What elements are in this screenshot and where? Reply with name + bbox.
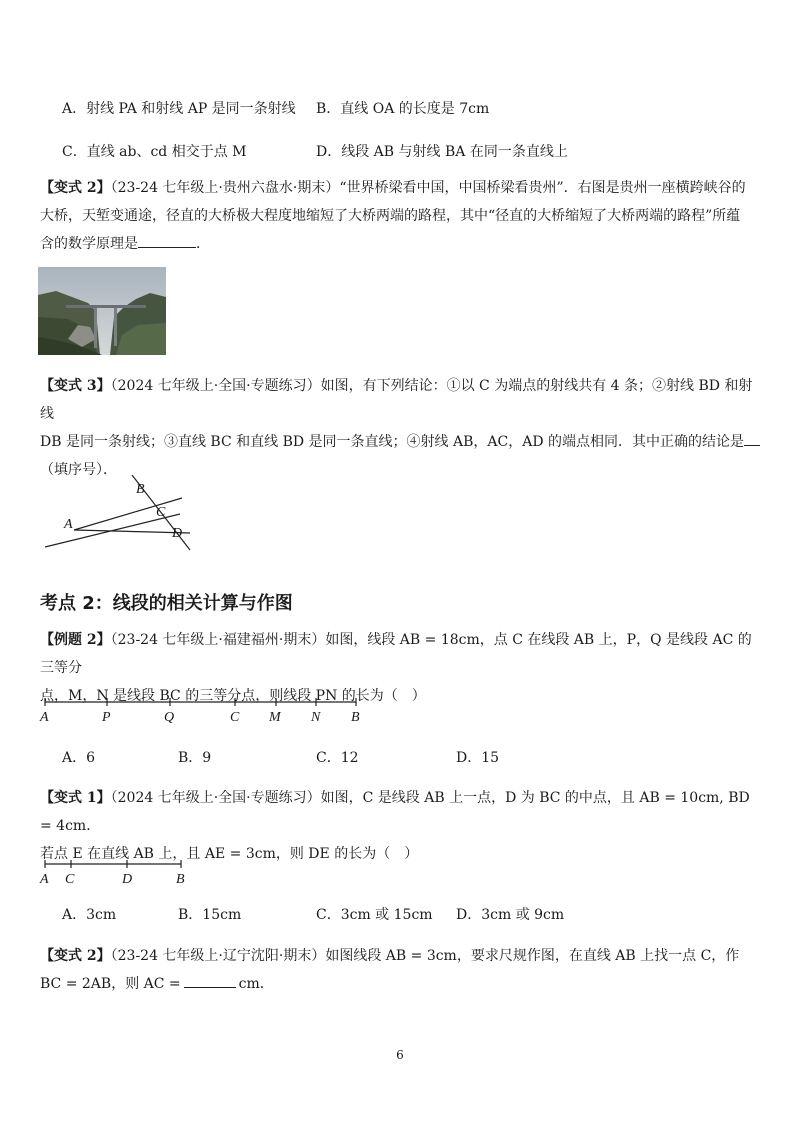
option-a: A．3cm: [62, 907, 117, 923]
point-a-label: A: [40, 710, 49, 724]
point-m-label: M: [269, 710, 281, 724]
segment-figure-ex2: [38, 694, 368, 724]
page-number: 6: [396, 1048, 404, 1062]
point-b-label: B: [351, 710, 360, 724]
rays-figure: [40, 470, 200, 555]
answer-blank: [138, 233, 196, 248]
label-d: D: [172, 526, 183, 541]
answer-blank: [744, 431, 760, 446]
variant-tag: 【变式 3】: [40, 378, 111, 394]
option-c: C．直线 ab、cd 相交于点 M: [62, 144, 247, 160]
variant-2-construction-question: [40, 942, 760, 998]
question-text-line: DB 是同一条射线；③直线 BC 和直线 BD 是同一条直线；④射线 AB，AC，AD 的端点相同．其中正确的结论是: [40, 434, 744, 450]
question-text-line: 点，M，N 是线段 BC 的三等分点，则线段 PN 的长为（ ）: [40, 688, 426, 704]
question-text-line: （填序号）．: [40, 462, 117, 478]
point-d-label: D: [122, 872, 133, 886]
option-d: D．线段 AB 与射线 BA 在同一条直线上: [316, 144, 568, 160]
point-c-label: C: [230, 710, 240, 724]
option-b: B．9: [178, 750, 212, 766]
unit-text: cm．: [238, 976, 274, 992]
variant-tag: 【变式 2】: [40, 948, 111, 964]
point-n-label: N: [311, 710, 321, 724]
option-c: C．12: [316, 750, 359, 766]
question-text-line: 含的数学原理是: [40, 236, 138, 252]
point-q-label: Q: [164, 710, 175, 724]
question-text-line: （2024 七年级上·全国·专题练习）如图，有下列结论：①以 C 为端点的射线共有 4 条；②射线 BD 和射线: [40, 378, 753, 422]
label-c: C: [156, 505, 166, 520]
label-b: B: [136, 482, 145, 497]
section-title: 考点 2：线段的相关计算与作图: [40, 593, 293, 614]
variant-tag: 【变式 1】: [40, 790, 111, 806]
question-text-line: 大桥，天堑变通途，径直的大桥极大程度地缩短了大桥两端的路程，其中“径直的大桥缩短了大桥两端的路程”所蕴: [40, 208, 741, 224]
variant-tag: 【变式 2】: [40, 180, 111, 196]
question-text-line: （2024 七年级上·全国·专题练习）如图，C 是线段 AB 上一点，D 为 BC 的中点，且 AB = 10cm, BD = 4cm．: [40, 790, 750, 834]
option-b: B．15cm: [178, 907, 242, 923]
option-d: D．15: [456, 750, 500, 766]
answer-blank: [184, 973, 236, 988]
variant-3-question: [40, 372, 760, 484]
point-p-label: P: [102, 710, 111, 724]
question-text-line: BC = 2AB，则 AC =: [40, 976, 181, 992]
option-a: A．射线 PA 和射线 AP 是同一条射线: [62, 101, 296, 117]
point-b-label: B: [176, 872, 185, 886]
example-tag: 【例题 2】: [40, 632, 111, 648]
label-a: A: [64, 517, 73, 532]
segment-figure-v1: [38, 856, 198, 886]
point-a-label: A: [40, 872, 49, 886]
question-text-line: 若点 E 在直线 AB 上，且 AE = 3cm，则 DE 的长为（ ）: [40, 846, 419, 862]
question-text-line: （23-24 七年级上·辽宁沈阳·期末）如图线段 AB = 3cm，要求尺规作图，在直线 AB 上找一点 C，作: [110, 948, 740, 964]
option-b: B．直线 OA 的长度是 7cm: [316, 101, 490, 117]
punctuation: ．: [196, 236, 210, 252]
ray-ac-line: [74, 498, 182, 530]
bridge-photo: [38, 267, 166, 355]
option-d: D．3cm 或 9cm: [456, 907, 565, 923]
option-a: A．6: [62, 750, 96, 766]
point-c-label: C: [65, 872, 75, 886]
option-c: C．3cm 或 15cm: [316, 907, 433, 923]
variant-2-bridge-question: [40, 174, 760, 258]
question-text-line: （23-24 七年级上·福建福州·期末）如图，线段 AB = 18cm，点 C 在线段 AB 上，P，Q 是线段 AC 的三等分: [40, 632, 752, 676]
question-text-line: （23-24 七年级上·贵州六盘水·期末）“世界桥梁看中国，中国桥梁看贵州”．右图是贵州一座横跨峡谷的: [110, 180, 746, 196]
